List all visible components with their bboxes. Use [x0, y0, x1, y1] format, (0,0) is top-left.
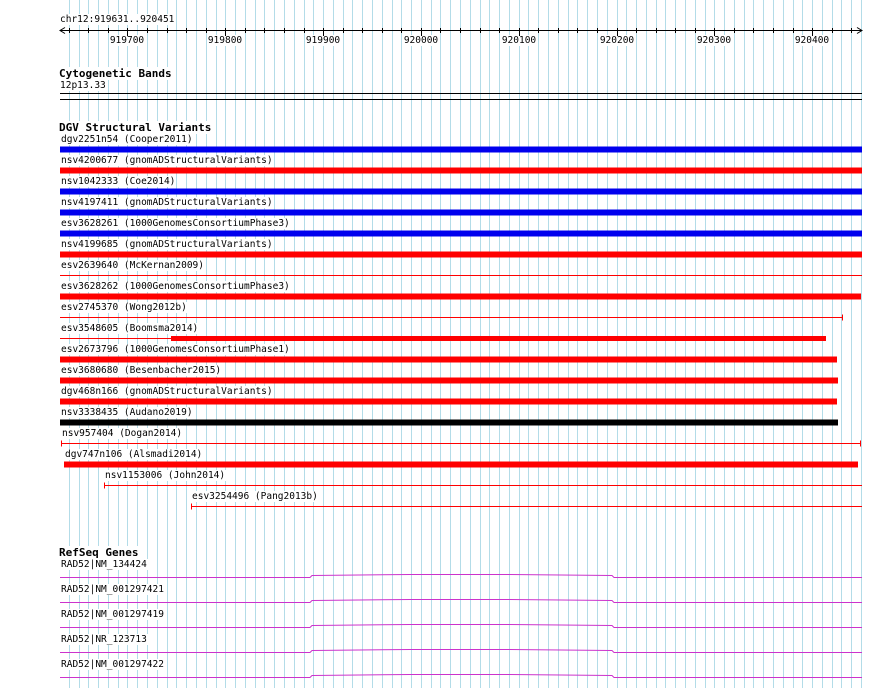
dgv-variant-label[interactable]: nsv957404 (Dogan2014) — [62, 428, 183, 439]
refseq-track-title: RefSeq Genes — [59, 546, 139, 559]
refseq-gene-label[interactable]: RAD52|NM_134424 — [61, 559, 147, 570]
cytoband-bar-bottom — [60, 99, 862, 100]
ruler-tick-label: 919800 — [207, 35, 243, 46]
dgv-variant-label[interactable]: nsv4199685 (gnomADStructuralVariants) — [61, 239, 273, 250]
ruler-tick-label: 919700 — [109, 35, 145, 46]
refseq-gene-label[interactable]: RAD52|NR_123713 — [61, 634, 147, 645]
dgv-variant-label[interactable]: dgv468n166 (gnomADStructuralVariants) — [61, 386, 273, 397]
ruler-tick-label: 920300 — [696, 35, 732, 46]
dgv-variant-label[interactable]: esv3680680 (Besenbacher2015) — [61, 365, 222, 376]
ruler-tick-label: 920200 — [599, 35, 635, 46]
dgv-variant-label[interactable]: esv2639640 (McKernan2009) — [61, 260, 204, 271]
ruler-tick-label: 919900 — [305, 35, 341, 46]
dgv-variant-label[interactable]: nsv4200677 (gnomADStructuralVariants) — [61, 155, 273, 166]
dgv-variant-label[interactable]: nsv1153006 (John2014) — [105, 470, 226, 481]
dgv-variant-label[interactable]: dgv2251n54 (Cooper2011) — [61, 134, 193, 145]
dgv-variant-label[interactable]: esv3548605 (Boomsma2014) — [61, 323, 199, 334]
refseq-gene-label[interactable]: RAD52|NM_001297419 — [61, 609, 164, 620]
refseq-gene-label[interactable]: RAD52|NM_001297422 — [61, 659, 164, 670]
dgv-variant-label[interactable]: esv3628261 (1000GenomesConsortiumPhase3) — [61, 218, 290, 229]
dgv-variant-label[interactable]: esv2745370 (Wong2012b) — [61, 302, 187, 313]
cytoband-track-title: Cytogenetic Bands — [59, 67, 172, 80]
cytoband-label: 12p13.33 — [60, 80, 106, 91]
cytoband-bar-top — [60, 93, 862, 94]
ruler-tick-label: 920100 — [501, 35, 537, 46]
ruler-tick-label: 920400 — [794, 35, 830, 46]
dgv-variant-label[interactable]: dgv747n106 (Alsmadi2014) — [65, 449, 203, 460]
dgv-variant-label[interactable]: esv3628262 (1000GenomesConsortiumPhase3) — [61, 281, 290, 292]
dgv-variant-label[interactable]: esv3254496 (Pang2013b) — [192, 491, 318, 502]
dgv-variant-label[interactable]: esv2673796 (1000GenomesConsortiumPhase1) — [61, 344, 290, 355]
ruler-tick-label: 920000 — [403, 35, 439, 46]
refseq-gene-label[interactable]: RAD52|NM_001297421 — [61, 584, 164, 595]
ruler-location-label: chr12:919631..920451 — [60, 14, 175, 25]
dgv-track-title: DGV Structural Variants — [59, 121, 212, 134]
dgv-variant-label[interactable]: nsv4197411 (gnomADStructuralVariants) — [61, 197, 273, 208]
dgv-variant-label[interactable]: nsv3338435 (Audano2019) — [61, 407, 193, 418]
dgv-variant-label[interactable]: nsv1042333 (Coe2014) — [61, 176, 176, 187]
